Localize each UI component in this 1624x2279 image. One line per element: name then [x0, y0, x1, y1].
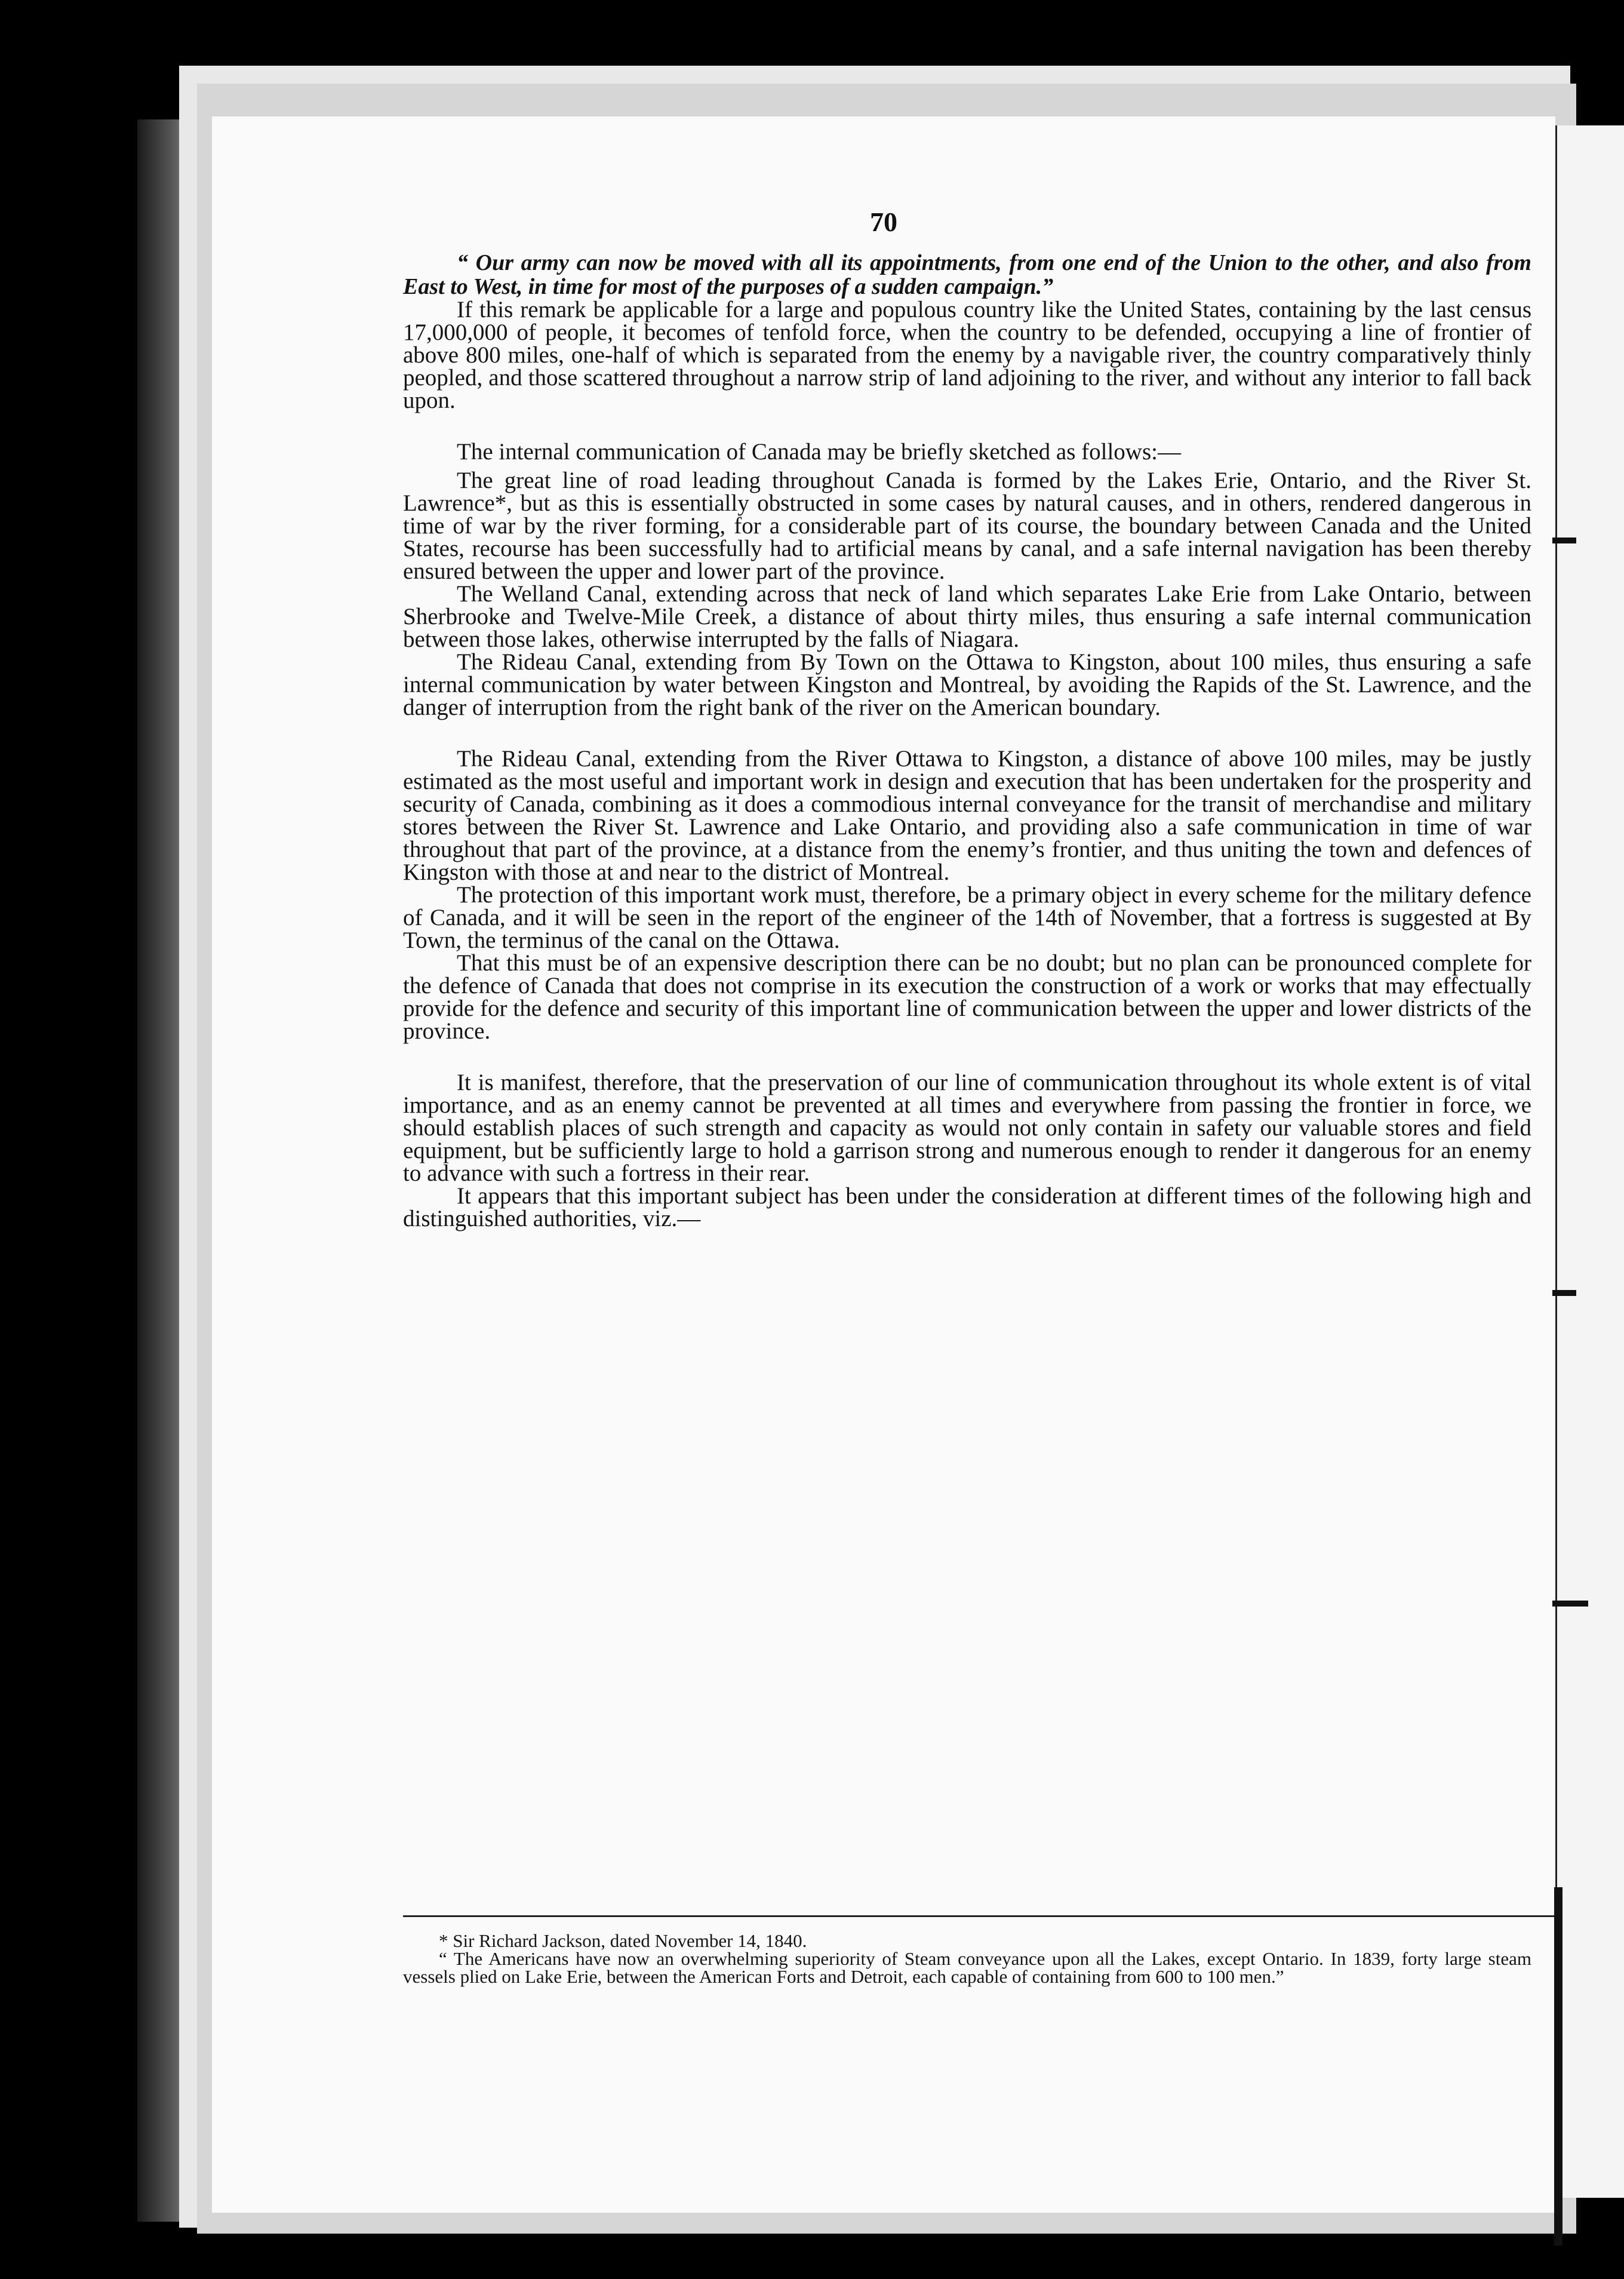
paragraph-5: The Rideau Canal, extending from By Town on the Ottawa to Kingston, about 100 miles, thus ensuring a safe internal communication by water between Kingston and Montreal, by avoiding the Rapids of the St. Lawrence, and the danger of interruption from the right bank of the river on the American boundary.: [403, 649, 1531, 720]
footnote-2: “ The Americans have now an overwhelming superiority of Steam conveyance upon all the Lakes, except Ontario. In 1839, forty large steam vessels plied on Lake Erie, between the American Forts and Detroit, each capable of containing from 600 to 100 men.”: [403, 1948, 1531, 1987]
paragraph-9: It is manifest, therefore, that the preservation of our line of communication throughout its whole extent is of vital importance, and as an enemy cannot be prevented at all times and everywhere from passing the frontier in force, we should establish places of such strength and capacity as would not only contain in safety our valuable stores and field equipment, but be sufficiently large to hold a garrison strong and numerous enough to render it dangerous for an enemy to advance with such a fortress in their rear.: [403, 1070, 1531, 1186]
paragraph-8: That this must be of an expensive description there can be no doubt; but no plan can be pronounced complete for the defence of Canada that does not comprise in its execution the construction of a work or works that may effectually provide for the defence and security of this important line of communication between the upper and lower districts of the province.: [403, 950, 1531, 1044]
page-number: 70: [870, 207, 897, 237]
footnotes: [403, 1932, 1531, 1986]
paragraph-6: The Rideau Canal, extending from the River Ottawa to Kingston, a distance of above 100 miles, may be justly estimated as the most useful and important work in design and execution that has been undertaken for the prosperity and security of Canada, combining as it does a commodious internal conveyance for the transit of merchandise and military stores between the River St. Lawrence and Lake Ontario, and providing also a safe communication in time of war throughout that part of the province, at a distance from the enemy’s frontier, and thus uniting the town and defences of Kingston with those at and near to the district of Montreal.: [403, 746, 1531, 885]
document-page: [212, 116, 1555, 2213]
edge-ink-bar: [1554, 1887, 1563, 2246]
edge-tick-mark: [1552, 538, 1576, 543]
footnote-divider: [403, 1915, 1555, 1917]
paragraph-2: The internal communication of Canada may be briefly sketched as follows:—: [457, 439, 1181, 465]
paragraph-3: The great line of road leading throughout Canada is formed by the Lakes Erie, Ontario, and the River St. Lawrence*, but as this is essentially obstructed in some cases by natural causes, and in others, rendered dangerous in time of war by the river forming, for a considerable part of its course, the boundary between Canada and the United States, recourse has been successfully had to artificial means by canal, and a safe internal navigation has been thereby ensured between the upper and lower part of the province.: [403, 468, 1531, 584]
adjacent-page-edge: [1555, 125, 1624, 2198]
paragraph-7: The protection of this important work must, therefore, be a primary object in every scheme for the military defence of Canada, and it will be seen in the report of the engineer of the 14th of November, that a fortress is suggested at By Town, the terminus of the canal on the Ottawa.: [403, 882, 1531, 953]
paragraph-4: The Welland Canal, extending across that neck of land which separates Lake Erie from Lake Ontario, between Sherbrooke and Twelve-Mile Creek, a distance of about thirty miles, thus ensuring a safe internal communication between those lakes, otherwise interrupted by the falls of Niagara.: [403, 581, 1531, 652]
paragraph-10: It appears that this important subject has been under the consideration at different times of the following high and distinguished authorities, viz.—: [403, 1183, 1531, 1231]
edge-tick-mark: [1552, 1290, 1576, 1296]
footnote-1: * Sir Richard Jackson, dated November 14, 1840.: [439, 1930, 807, 1951]
paragraph-1: If this remark be applicable for a large and populous country like the United States, containing by the last census 17,000,000 of people, it becomes of tenfold force, when the country to be defended, occupying a line of frontier of above 800 miles, one-half of which is separated from the enemy by a navigable river, the country comparatively thinly peopled, and those scattered throughout a narrow strip of land adjoining to the river, and without any interior to fall back upon.: [403, 297, 1531, 413]
body-text: [403, 251, 1531, 1230]
edge-tick-mark: [1552, 1601, 1588, 1607]
quote-paragraph: “ Our army can now be moved with all its appointments, from one end of the Union to the other, and also from East to West, in time for most of the purposes of a sudden campaign.”: [403, 250, 1531, 299]
